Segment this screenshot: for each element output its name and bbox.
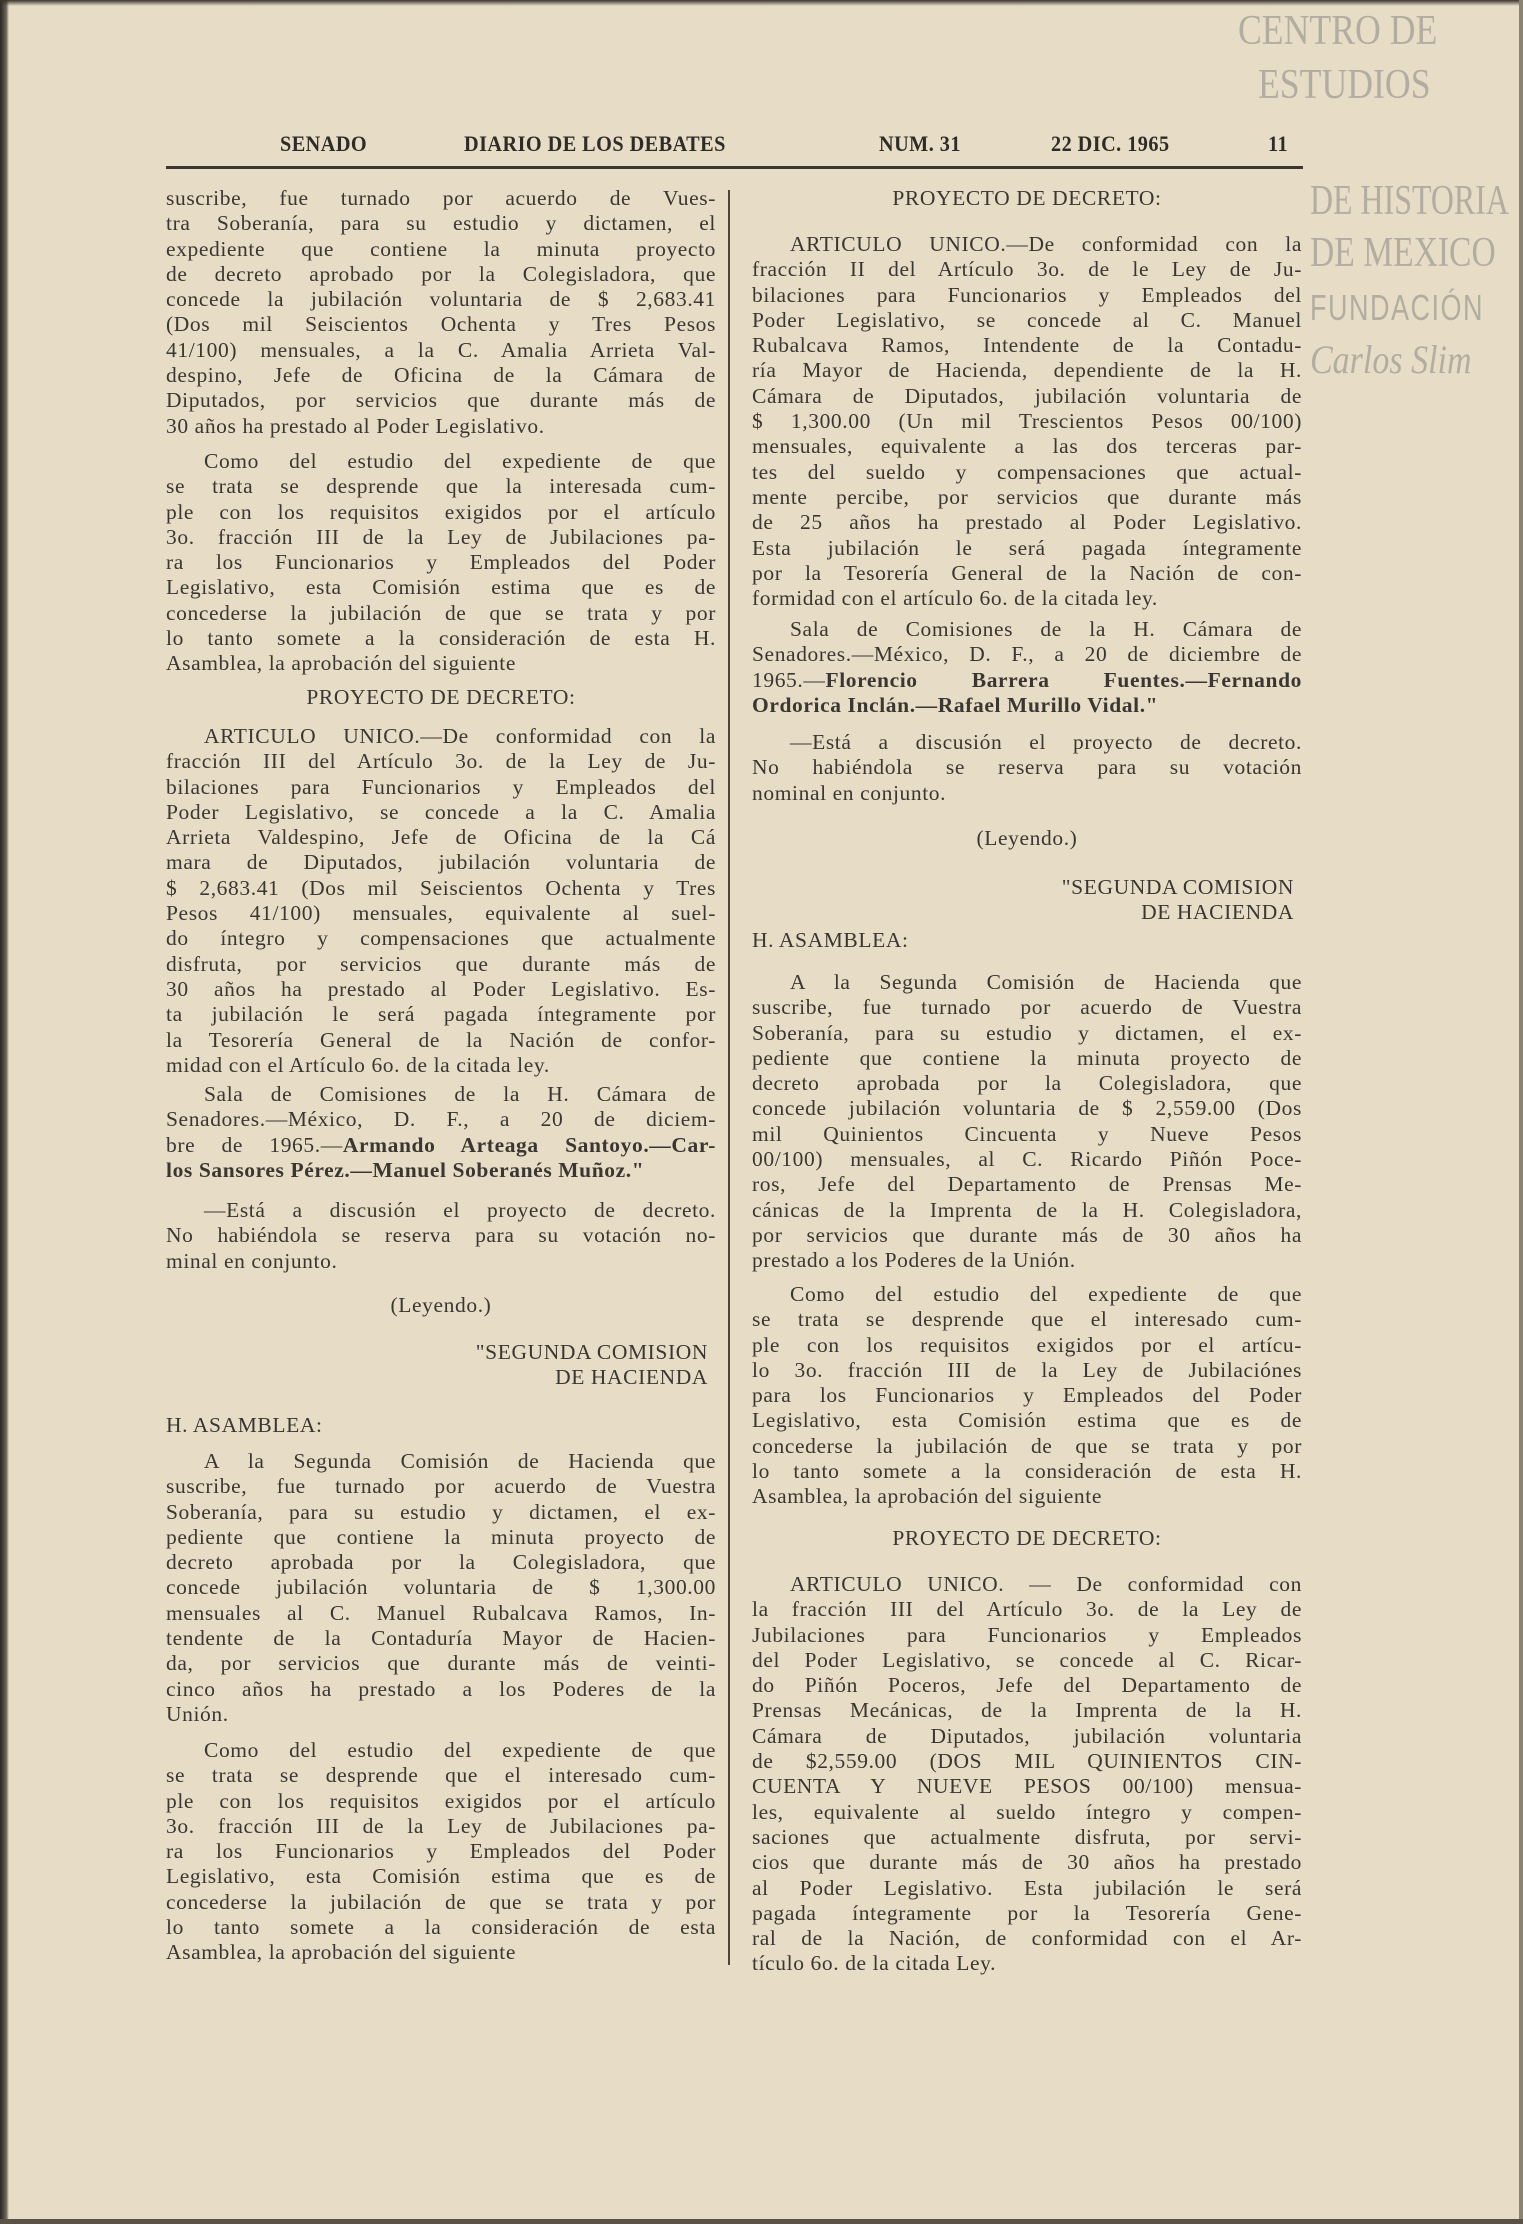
section-heading — [752, 1526, 1302, 1551]
header-number: NUM. 31 — [879, 131, 961, 156]
text-line: ta jubilación le será pagada íntegramente por — [166, 1002, 716, 1027]
text-line: tes del sueldo y compensaciones que actual- — [752, 459, 1302, 484]
text-line: formidad con el artículo 6o. de la citada ley. — [752, 586, 1158, 611]
text-line: lo tanto somete a la consideración de esta H. — [166, 626, 716, 651]
committee-heading — [166, 1340, 716, 1391]
column-divider — [728, 190, 730, 1965]
paragraph — [166, 1738, 716, 1966]
text-line: do íntegro y compensaciones que actualmente — [166, 926, 716, 951]
text-line: despino, Jefe de Oficina de la Cámara de — [166, 363, 716, 388]
stage-direction — [752, 826, 1302, 851]
text-line: mensuales al C. Manuel Rubalcava Ramos, In- — [166, 1600, 716, 1625]
text-line: 41/100) mensuales, a la C. Amalia Arrieta Val- — [166, 337, 716, 362]
scan-edge-left — [0, 0, 9, 2224]
text-line: pediente que contiene la minuta proyecto de — [752, 1045, 1302, 1070]
text-line: cinco años ha prestado a los Poderes de la — [166, 1676, 716, 1701]
text-line: mara de Diputados, jubilación voluntaria de — [166, 850, 716, 875]
text-line — [752, 693, 1302, 718]
text-line: 00/100) mensuales, al C. Ricardo Piñón Poce- — [752, 1147, 1302, 1172]
text-line: A la Segunda Comisión de Hacienda que — [204, 1449, 716, 1473]
text-line: disfruta, por servicios que durante más de — [166, 951, 716, 976]
text-line: cios que durante más de 30 años ha prestado — [752, 1850, 1302, 1875]
scan-edge-right — [1519, 0, 1523, 2224]
page-number: 11 — [1268, 131, 1289, 156]
text-line: Cámara de Diputados, jubilación voluntaria — [752, 1723, 1302, 1748]
paragraph — [752, 730, 1302, 806]
paragraph — [752, 617, 1302, 718]
text-line: Jubilaciones para Funcionarios y Empleados — [752, 1622, 1302, 1647]
watermark-line: FUNDACIÓN — [1310, 287, 1484, 328]
text-line: Asamblea, la aprobación del siguiente — [166, 651, 516, 676]
text-line: fracción III del Artículo 3o. de la Ley de Ju- — [166, 749, 716, 774]
text-line: de decreto aprobado por la Colegisladora, que — [166, 261, 716, 286]
text-line: saciones que actualmente disfruta, por servi- — [752, 1824, 1302, 1849]
text-line: ARTICULO UNICO.—De conformidad con la — [790, 232, 1302, 256]
watermark-line: ESTUDIOS — [1258, 62, 1431, 108]
text-line: ral de la Nación, de conformidad con el Ar- — [752, 1926, 1302, 1951]
text-line: nominal en conjunto. — [752, 780, 947, 805]
text-line: al Poder Legislativo. Esta jubilación le será — [752, 1875, 1302, 1900]
text-line: decreto aprobada por la Colegisladora, que — [166, 1550, 716, 1575]
text-line: —Está a discusión el proyecto de decreto. — [790, 730, 1302, 754]
text-line: Sala de Comisiones de la H. Cámara de — [204, 1082, 716, 1106]
text-line: les, equivalente al sueldo íntegro y compen- — [752, 1799, 1302, 1824]
text-line: Unión. — [166, 1701, 229, 1726]
text-line: pagada íntegramente por la Tesorería Gene- — [752, 1900, 1302, 1925]
text-line: 30 años ha prestado al Poder Legislativo. Es- — [166, 976, 716, 1001]
text-line: Como del estudio del expediente de que — [204, 1738, 716, 1762]
text-line: concede jubilación voluntaria de $ 1,300.00 — [166, 1575, 716, 1600]
text-line: Rubalcava Ramos, Intendente de la Contadu- — [752, 333, 1302, 358]
watermark-line: DE HISTORIA — [1310, 178, 1509, 224]
text-line: Prensas Mecánicas, de la Imprenta de la H. — [752, 1698, 1302, 1723]
text-line: 30 años ha prestado al Poder Legislativo. — [166, 413, 545, 438]
text-line: H. ASAMBLEA: — [752, 928, 909, 952]
text-line: Como del estudio del expediente de que — [790, 1282, 1302, 1306]
text-line: PROYECTO DE DECRETO: — [306, 685, 576, 709]
paragraph — [166, 1198, 716, 1274]
text-line: se trata se desprende que la interesada cum- — [166, 474, 716, 499]
header-rule — [166, 166, 1303, 169]
text-line: Esta jubilación le será pagada íntegramente — [752, 535, 1302, 560]
text-line: da, por servicios que durante más de veinti- — [166, 1651, 716, 1676]
text-line: Cámara de Diputados, jubilación voluntaria de — [752, 383, 1302, 408]
paragraph — [752, 232, 1302, 611]
text-line: No habiéndola se reserva para su votación no- — [166, 1223, 716, 1248]
text-line: suscribe, fue turnado por acuerdo de Vuestra — [752, 995, 1302, 1020]
text-line: —Está a discusión el proyecto de decreto. — [204, 1198, 716, 1222]
text-line: Soberanía, para su estudio y dictamen, el ex- — [752, 1020, 1302, 1045]
text-line: (Leyendo.) — [976, 826, 1078, 850]
text-line: fracción II del Artículo 3o. de le Ley de Ju- — [752, 257, 1302, 282]
paragraph — [166, 1449, 716, 1727]
text-line: DE HACIENDA — [1141, 900, 1294, 925]
text-line: Senadores.—México, D. F., a 20 de diciembre de — [752, 642, 1302, 667]
text-line: Legislativo, esta Comisión estima que es de — [166, 1864, 716, 1889]
text-line: lo tanto somete a la consideración de esta — [166, 1915, 716, 1940]
text-line: Asamblea, la aprobación del siguiente — [166, 1940, 516, 1965]
text-line — [752, 668, 1302, 693]
text-line: ple con los requisitos exigidos por el artículo — [166, 1788, 716, 1813]
header-chamber: SENADO — [280, 131, 368, 156]
text-line: Sala de Comisiones de la H. Cámara de — [790, 617, 1302, 641]
text-line: No habiéndola se reserva para su votación — [752, 755, 1302, 780]
paragraph — [166, 1082, 716, 1183]
section-heading — [752, 186, 1302, 211]
text-line: H. ASAMBLEA: — [166, 1413, 323, 1437]
text-line: Diputados, por servicios que durante más de — [166, 388, 716, 413]
text-line: Legislativo, esta Comisión estima que es de — [752, 1408, 1302, 1433]
section-heading — [166, 685, 716, 710]
text-line: pediente que contiene la minuta proyecto de — [166, 1524, 716, 1549]
text-line: por la Tesorería General de la Nación de con- — [752, 560, 1302, 585]
text-line: de $2,559.00 (DOS MIL QUINIENTOS CIN- — [752, 1749, 1302, 1774]
paragraph — [166, 186, 716, 439]
text-line: decreto aprobada por la Colegisladora, que — [752, 1071, 1302, 1096]
text-line: Soberanía, para su estudio y dictamen, el ex- — [166, 1499, 716, 1524]
text-line: $ 2,683.41 (Dos mil Seiscientos Ochenta y Tres — [166, 875, 716, 900]
text-line: bilaciones para Funcionarios y Empleados del — [752, 282, 1302, 307]
text-line: Asamblea, la aprobación del siguiente — [752, 1484, 1102, 1509]
text-line: la fracción III del Artículo 3o. de la Ley de — [752, 1597, 1302, 1622]
signatory-names: los Sansores Pérez.—Manuel Soberanés Muñoz." — [166, 1157, 645, 1182]
text-line: PROYECTO DE DECRETO: — [892, 186, 1162, 210]
text-line: PROYECTO DE DECRETO: — [892, 1526, 1162, 1550]
text-line: tra Soberanía, para su estudio y dictamen, el — [166, 211, 716, 236]
text-line: del Poder Legislativo, se concede al C. Ricar- — [752, 1647, 1302, 1672]
text-segment: bre de 1965.— — [166, 1132, 343, 1157]
paragraph — [166, 449, 716, 677]
salutation — [166, 1413, 716, 1438]
text-line: $ 1,300.00 (Un mil Trescientos Pesos 00/100) — [752, 409, 1302, 434]
text-line: ple con los requisitos exigidos por el artícu- — [752, 1332, 1302, 1357]
text-line: ARTICULO UNICO. — De conformidad con — [790, 1572, 1302, 1596]
text-line: ros, Jefe del Departamento de Prensas Me- — [752, 1172, 1302, 1197]
text-line: ría Mayor de Hacienda, dependiente de la H. — [752, 358, 1302, 383]
watermark-line: DE MEXICO — [1310, 230, 1496, 276]
scan-edge-bottom — [0, 2219, 1523, 2224]
text-line: Como del estudio del expediente de que — [204, 449, 716, 473]
text-line — [166, 1158, 716, 1183]
watermark-line: Carlos Slim — [1310, 337, 1472, 382]
paragraph — [166, 724, 716, 1078]
text-line: DE HACIENDA — [555, 1365, 708, 1390]
text-line: Poder Legislativo, se concede a la C. Amalia — [166, 799, 716, 824]
text-line: para los Funcionarios y Empleados del Poder — [752, 1383, 1302, 1408]
text-line: (Leyendo.) — [390, 1293, 492, 1317]
text-line: "SEGUNDA COMISION — [1061, 875, 1294, 899]
signatory-names: Ordorica Inclán.—Rafael Murillo Vidal." — [752, 692, 1159, 717]
text-segment: 1965.— — [752, 667, 826, 692]
text-line: 3o. fracción III de la Ley de Jubilaciones pa- — [166, 524, 716, 549]
text-line: la Tesorería General de la Nación de confor- — [166, 1027, 716, 1052]
text-line: ple con los requisitos exigidos por el artículo — [166, 499, 716, 524]
text-line: Arrieta Valdespino, Jefe de Oficina de la Cá — [166, 825, 716, 850]
text-line: lo 3o. fracción III de la Ley de Jubilaciónes — [752, 1357, 1302, 1382]
text-line — [166, 1133, 716, 1158]
text-line: do Piñón Poceros, Jefe del Departamento de — [752, 1673, 1302, 1698]
text-line: ra los Funcionarios y Empleados del Poder — [166, 1839, 716, 1864]
scan-edge-top — [0, 0, 1523, 6]
text-line: suscribe, fue turnado por acuerdo de Vuestra — [166, 1474, 716, 1499]
text-line: 3o. fracción III de la Ley de Jubilaciones pa- — [166, 1813, 716, 1838]
committee-heading — [752, 875, 1302, 926]
signatory-names: Armando Arteaga Santoyo.—Car- — [342, 1132, 716, 1157]
text-line: Legislativo, esta Comisión estima que es de — [166, 575, 716, 600]
text-line: ra los Funcionarios y Empleados del Poder — [166, 550, 716, 575]
text-line: por servicios que durante más de 30 años ha — [752, 1222, 1302, 1247]
text-line: (Dos mil Seiscientos Ochenta y Tres Pesos — [166, 312, 716, 337]
text-line: se trata se desprende que el interesado cum- — [752, 1307, 1302, 1332]
text-line: concederse la jubilación de que se trata y por — [752, 1433, 1302, 1458]
text-line: "SEGUNDA COMISION — [475, 1340, 708, 1364]
text-line: concederse la jubilación de que se trata y por — [166, 1889, 716, 1914]
header-date: 22 DIC. 1965 — [1051, 131, 1170, 156]
text-line: concede jubilación voluntaria de $ 2,559.00 (Dos — [752, 1096, 1302, 1121]
text-line: bilaciones para Funcionarios y Empleados del — [166, 774, 716, 799]
salutation — [752, 928, 1302, 953]
text-line: CUENTA Y NUEVE PESOS 00/100) mensua- — [752, 1774, 1302, 1799]
text-line: tendente de la Contaduría Mayor de Hacien- — [166, 1626, 716, 1651]
signatory-names: Florencio Barrera Fuentes.—Fernando — [825, 667, 1302, 692]
text-line: expediente que contiene la minuta proyecto — [166, 236, 716, 261]
text-line: mil Quinientos Cincuenta y Nueve Pesos — [752, 1121, 1302, 1146]
text-line: tículo 6o. de la citada Ley. — [752, 1951, 997, 1976]
paragraph — [752, 1282, 1302, 1510]
text-line: mensuales, equivalente a las dos terceras par- — [752, 434, 1302, 459]
text-line: se trata se desprende que el interesado cum- — [166, 1763, 716, 1788]
header-publication: DIARIO DE LOS DEBATES — [464, 131, 726, 156]
text-line: prestado a los Poderes de la Unión. — [752, 1248, 1076, 1273]
text-line: Pesos 41/100) mensuales, equivalente al suel- — [166, 901, 716, 926]
stage-direction — [166, 1293, 716, 1318]
text-line: Poder Legislativo, se concede al C. Manuel — [752, 307, 1302, 332]
text-line: cánicas de la Imprenta de la H. Colegisladora, — [752, 1197, 1302, 1222]
text-line: concede la jubilación voluntaria de $ 2,683.41 — [166, 287, 716, 312]
text-line: midad con el Artículo 6o. de la citada ley. — [166, 1052, 550, 1077]
text-line: lo tanto somete a la consideración de esta H. — [752, 1459, 1302, 1484]
text-line: concederse la jubilación de que se trata y por — [166, 600, 716, 625]
text-line: A la Segunda Comisión de Hacienda que — [790, 970, 1302, 994]
text-line: mente percibe, por servicios que durante más — [752, 484, 1302, 509]
watermark-line: CENTRO DE — [1238, 8, 1438, 54]
paragraph — [752, 970, 1302, 1274]
paragraph — [752, 1572, 1302, 1977]
text-line: ARTICULO UNICO.—De conformidad con la — [204, 724, 716, 748]
text-line: Senadores.—México, D. F., a 20 de diciem- — [166, 1107, 716, 1132]
text-line: minal en conjunto. — [166, 1248, 338, 1273]
text-line: de 25 años ha prestado al Poder Legislativo. — [752, 510, 1302, 535]
text-line: suscribe, fue turnado por acuerdo de Vues- — [166, 186, 716, 210]
